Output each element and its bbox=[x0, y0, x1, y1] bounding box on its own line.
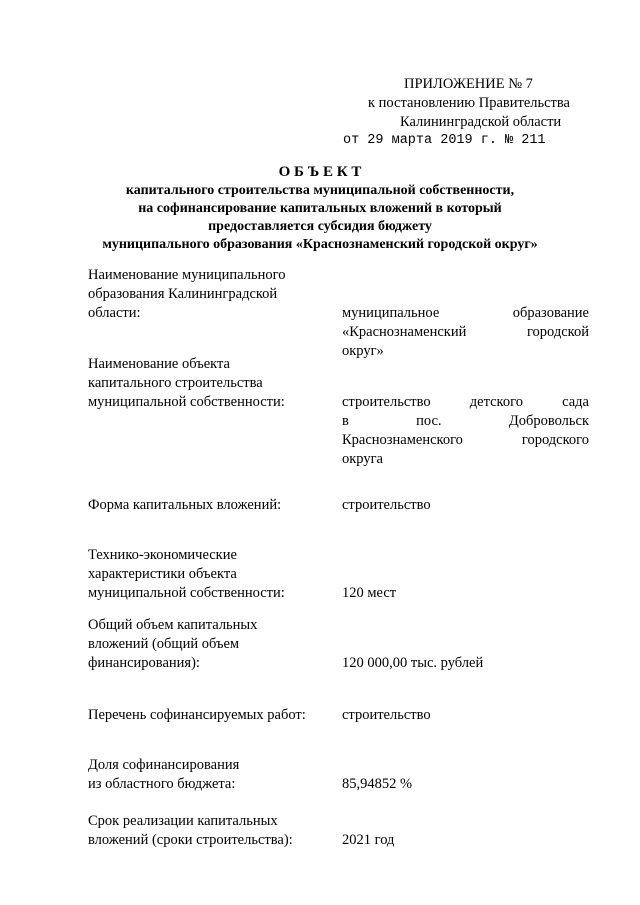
label-line: финансирования): bbox=[88, 655, 200, 671]
field-label-term bbox=[88, 812, 328, 850]
label-line: из областного бюджета: bbox=[88, 776, 236, 792]
field-label-object-name bbox=[88, 355, 328, 412]
label-line: Форма капитальных вложений: bbox=[88, 497, 282, 513]
label-line: Технико-экономические bbox=[88, 547, 237, 563]
value-line: Краснознаменского городского bbox=[342, 432, 589, 448]
appendix-resolution: к постановлению Правительства bbox=[368, 95, 570, 111]
field-value-cofinancing-share bbox=[342, 775, 589, 794]
label-line: области: bbox=[88, 305, 141, 321]
value-line: 120 мест bbox=[342, 585, 397, 601]
value-line: строительство bbox=[342, 707, 431, 723]
label-line: муниципальной собственности: bbox=[88, 394, 285, 410]
field-value-characteristics bbox=[342, 584, 589, 603]
label-line: Срок реализации капитальных bbox=[88, 813, 278, 829]
value-line: «Краснознаменский городской bbox=[342, 324, 589, 340]
label-line: Наименование муниципального bbox=[88, 267, 286, 283]
label-line: муниципальной собственности: bbox=[88, 585, 285, 601]
field-value-works-list bbox=[342, 706, 589, 725]
label-line: капитального строительства bbox=[88, 375, 263, 391]
label-line: вложений (сроки строительства): bbox=[88, 832, 293, 848]
label-line: характеристики объекта bbox=[88, 566, 237, 582]
appendix-number: ПРИЛОЖЕНИЕ № 7 bbox=[404, 76, 533, 92]
title-line: муниципального образования «Краснознаменский городской округ» bbox=[102, 237, 538, 252]
label-line: вложений (общий объем bbox=[88, 636, 240, 652]
title-line: предоставляется субсидия бюджету bbox=[208, 219, 432, 234]
appendix-date: от 29 марта 2019 г. № 211 bbox=[343, 133, 546, 148]
document-title: О Б Ъ Е К Т bbox=[278, 164, 362, 180]
field-label-municipality bbox=[88, 266, 328, 323]
value-line: 120 000,00 тыс. рублей bbox=[342, 655, 484, 671]
label-line: Доля софинансирования bbox=[88, 757, 240, 773]
field-value-total-investment bbox=[342, 654, 589, 673]
value-line: строительство детского сада bbox=[342, 394, 589, 410]
field-label-total-investment bbox=[88, 616, 328, 673]
value-line: округ» bbox=[342, 343, 384, 359]
value-line: в пос. Добровольск bbox=[342, 413, 589, 429]
field-value-investment-form bbox=[342, 496, 589, 515]
title-line: на софинансирование капитальных вложений в который bbox=[138, 201, 502, 216]
value-line: 85,94852 % bbox=[342, 776, 413, 792]
field-label-cofinancing-share bbox=[88, 756, 328, 794]
label-line: образования Калининградской bbox=[88, 286, 278, 302]
field-value-term bbox=[342, 831, 589, 850]
value-line: муниципальное образование bbox=[342, 305, 589, 321]
label-line: Перечень софинансируемых работ: bbox=[88, 707, 306, 723]
value-line: округа bbox=[342, 451, 383, 467]
field-label-works-list bbox=[88, 706, 328, 725]
label-line: Общий объем капитальных bbox=[88, 617, 258, 633]
title-line: капитального строительства муниципальной собственности, bbox=[125, 183, 515, 198]
field-value-object-name bbox=[342, 393, 589, 469]
value-line: строительство bbox=[342, 497, 431, 513]
field-value-municipality bbox=[342, 304, 589, 361]
field-label-characteristics bbox=[88, 546, 328, 603]
label-line: Наименование объекта bbox=[88, 356, 230, 372]
value-line: 2021 год bbox=[342, 832, 395, 848]
field-label-investment-form bbox=[88, 496, 328, 515]
appendix-region: Калининградской области bbox=[400, 114, 562, 130]
